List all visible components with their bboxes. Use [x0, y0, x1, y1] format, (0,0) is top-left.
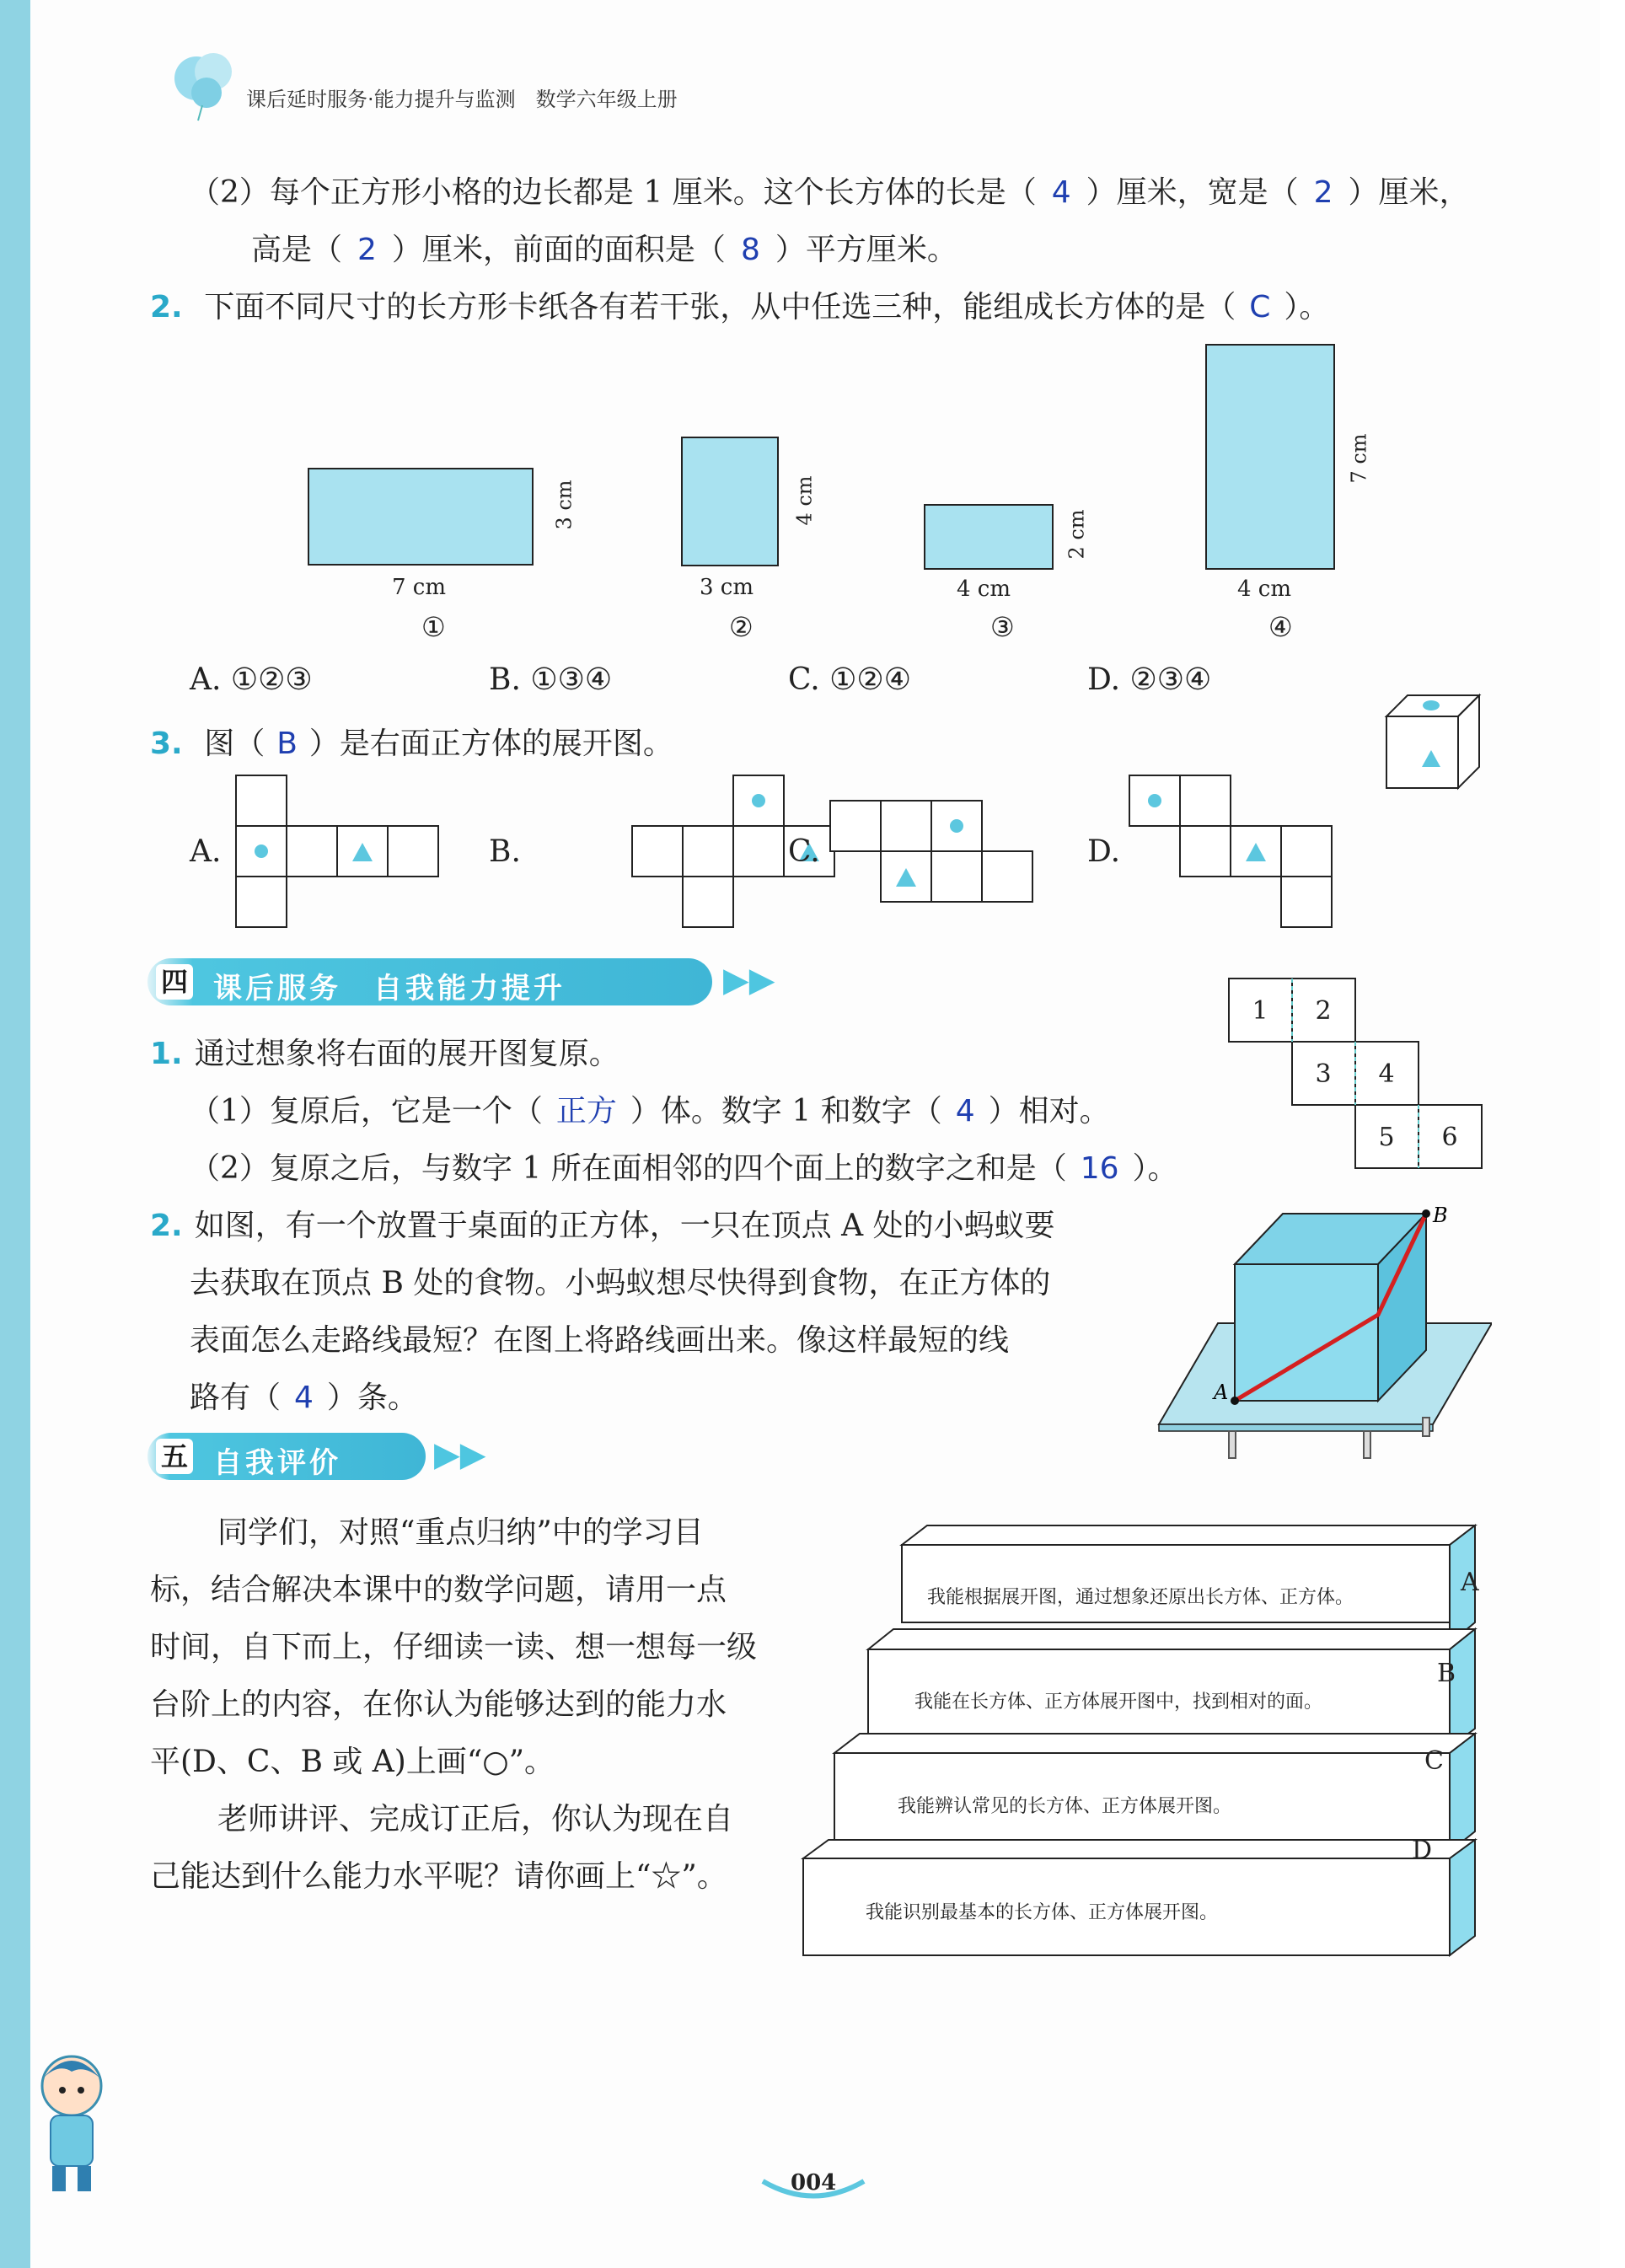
- section-4-title: 课后服务 自我能力提升: [213, 972, 566, 1005]
- point-b-label: B: [1433, 1204, 1448, 1227]
- net-face-6: 6: [1441, 1123, 1458, 1152]
- header-title: 课后延时服务·能力提升与监测 数学六年级上册: [246, 88, 678, 111]
- q2-line: 2. 下面不同尺寸的长方形卡纸各有若干张，从中任选三种，能组成长方体的是（ C ）。: [150, 290, 1330, 324]
- card-4-width: 4 cm: [1237, 576, 1292, 602]
- card-1: [308, 468, 534, 566]
- card-3-id: ③: [990, 611, 1015, 643]
- net-face-4: 4: [1378, 1059, 1395, 1089]
- page-number: 004: [791, 2170, 837, 2196]
- card-2-id: ②: [729, 611, 754, 643]
- net-face-3: 3: [1315, 1059, 1332, 1089]
- q2-option-b[interactable]: B. ①③④: [489, 662, 613, 697]
- card-4-id: ④: [1268, 611, 1293, 643]
- s5-line-4: 台阶上的内容，在你认为能够达到的能力水: [150, 1687, 727, 1722]
- s5-line-5: 平(D、C、B 或 A)上画“○”。: [150, 1745, 555, 1779]
- q2-option-c[interactable]: C. ①②④: [788, 662, 911, 697]
- q2-option-a[interactable]: A. ①②③: [190, 662, 313, 697]
- stair-level-a[interactable]: A: [1461, 1568, 1479, 1597]
- s5-line-2: 标，结合解决本课中的数学问题，请用一点: [150, 1573, 727, 1607]
- s4q1-line: 1. 通过想象将右面的展开图复原。: [150, 1037, 619, 1071]
- s4q2-l2: 去获取在顶点 B 处的食物。小蚂蚁想尽快得到食物，在正方体的: [190, 1266, 1051, 1300]
- s5-line-7: 己能达到什么能力水平呢？请你画上“☆”。: [150, 1859, 727, 1894]
- section-4-badge: 四: [156, 964, 193, 1000]
- numbered-net: [1226, 976, 1488, 1174]
- s4q2-l3: 表面怎么走路线最短？在图上将路线画出来。像这样最短的线: [190, 1323, 1010, 1358]
- card-1-height: 3 cm: [552, 480, 577, 530]
- section-5-badge: 五: [156, 1439, 193, 1474]
- q-part2-line1: （2）每个正方形小格的边长都是 1 厘米。这个长方体的长是（ 4 ）厘米，宽是（ 2 ）厘米，: [190, 175, 1470, 210]
- s5-line-3: 时间，自下而上，仔细读一读、想一想每一级: [150, 1630, 758, 1665]
- net-face-5: 5: [1378, 1123, 1395, 1152]
- q2-option-d[interactable]: D. ②③④: [1087, 662, 1212, 697]
- card-4-height: 7 cm: [1347, 433, 1371, 484]
- card-1-width: 7 cm: [392, 575, 447, 600]
- q3-option-a[interactable]: A.: [190, 834, 222, 869]
- cube-on-table: [1155, 1197, 1492, 1466]
- balloon-icon: [164, 46, 240, 122]
- card-4: [1205, 344, 1335, 570]
- s5-line-6: 老师讲评、完成订正后，你认为现在自: [217, 1802, 734, 1836]
- s4q2-l4: 路有（ 4 ）条。: [190, 1381, 418, 1415]
- card-3: [924, 504, 1054, 570]
- point-a-label: A: [1214, 1381, 1229, 1404]
- stair-text-d: 我能识别最基本的长方体、正方体展开图。: [866, 1902, 1219, 1923]
- stair-level-d[interactable]: D: [1412, 1836, 1433, 1865]
- s5-line-1: 同学们，对照“重点归纳”中的学习目: [217, 1515, 704, 1550]
- card-2-width: 3 cm: [700, 575, 754, 600]
- card-3-height: 2 cm: [1065, 509, 1089, 560]
- side-strip: [0, 0, 30, 2268]
- q3-option-c[interactable]: C.: [788, 834, 820, 869]
- s4q1-p1: （1）复原后，它是一个（ 正方 ）体。数字 1 和数字（ 4 ）相对。: [190, 1094, 1110, 1129]
- card-1-id: ①: [421, 611, 446, 643]
- section-4-arrow-icon: ▶▶: [723, 961, 775, 1000]
- net-face-1: 1: [1252, 996, 1268, 1026]
- card-2-height: 4 cm: [792, 475, 817, 526]
- section-4-header: [147, 958, 712, 1005]
- section-5-arrow-icon: ▶▶: [434, 1435, 486, 1474]
- reference-cube: [1382, 691, 1488, 796]
- q3-option-b[interactable]: B.: [489, 834, 521, 869]
- q-part2-line2: 高是（ 2 ）厘米，前面的面积是（ 8 ）平方厘米。: [251, 233, 957, 267]
- stair-level-b[interactable]: B: [1437, 1659, 1456, 1688]
- card-3-width: 4 cm: [957, 576, 1011, 602]
- stair-text-c: 我能辨认常见的长方体、正方体展开图。: [898, 1796, 1232, 1817]
- section-5-header: [147, 1433, 426, 1480]
- card-2: [681, 437, 779, 566]
- s4q2-l1: 2. 如图，有一个放置于桌面的正方体，一只在顶点 A 处的小蚂蚁要: [150, 1209, 1055, 1243]
- stair-text-a: 我能根据展开图，通过想象还原出长方体、正方体。: [927, 1587, 1354, 1608]
- s4q1-p2: （2）复原之后，与数字 1 所在面相邻的四个面上的数字之和是（ 16 ）。: [190, 1151, 1178, 1186]
- stair-text-b: 我能在长方体、正方体展开图中，找到相对的面。: [914, 1692, 1323, 1713]
- q3-line: 3. 图（ B ）是右面正方体的展开图。: [150, 727, 673, 761]
- net-options: [185, 771, 1382, 940]
- mascot-boy-icon: [25, 2048, 118, 2200]
- net-face-2: 2: [1315, 996, 1332, 1026]
- q3-option-d[interactable]: D.: [1087, 834, 1121, 869]
- section-5-title: 自我评价: [213, 1446, 341, 1480]
- stair-level-c[interactable]: C: [1424, 1746, 1444, 1776]
